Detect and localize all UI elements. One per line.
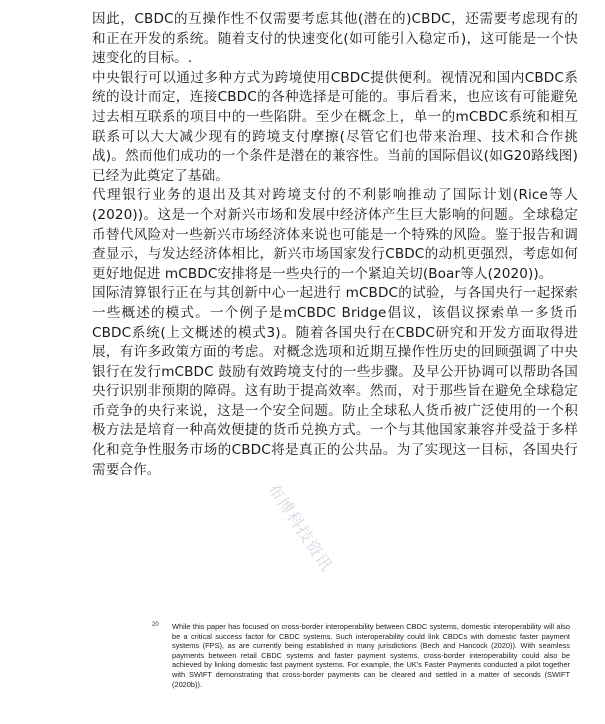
paragraph-interoperability: 因此，CBDC的互操作性不仅需要考虑其他(潜在的)CBDC，还需要考虑现有的和正在开发的系统。随着支付的快速变化(如可能引入稳定币)，这可能是一个快速变化的目标。. bbox=[92, 11, 578, 67]
footnote-number: 20 bbox=[152, 622, 159, 628]
footnote-text: While this paper has focused on cross-border interoperability between CBDC systems, domestic interoperability will also be a critical success factor for CBDC systems. Such interoperability could link CBDCs with domestic faster payment systems (FPS), as are currently being established in many jurisdictions (Bech and Hancock (2020)). With seamless payments between retail CBDC systems and faster payment systems, cross-border interoperability could also be achieved by linking domestic fast payment systems. For example, the UK's Faster Payments conducted a pilot together with SWIFT demonstrating that cross-border payments can be cleared and settled in a matter of seconds (SWIFT (2020b)). bbox=[172, 622, 570, 689]
body-text bbox=[92, 10, 578, 480]
watermark: 布博科技资讯 bbox=[263, 479, 337, 575]
paragraph-central-bank-options: 中央银行可以通过多种方式为跨境使用CBDC提供便利。视情况和国内CBDC系统的设计而定，连接CBDC的各种选择是可能的。事后看来，也应该有可能避免过去相互联系的项目中的一些陷阱。至少在概念上，单一的mCBDC系统和相互联系可以大大减少现有的跨境支付摩擦(尽管它们也带来治理、技术和合作挑战)。然而他们成功的一个条件是潜在的兼容性。当前的国际倡议(如G20路线图)已经为此奠定了基础。 bbox=[92, 69, 578, 184]
paragraph-correspondent-banking: 代理银行业务的退出及其对跨境支付的不利影响推动了国际计划(Rice等人(2020))。这是一个对新兴市场和发展中经济体产生巨大影响的问题。全球稳定币替代风险对一些新兴市场经济体来说也可能是一个特殊的风险。鉴于报告和调查显示，与发达经济体相比，新兴市场国家发行CBDC的动机更强烈，考虑如何更好地促进 mCBDC安排将是一些央行的一个紧迫关切(Boar等人(2020))。 bbox=[92, 187, 578, 282]
paragraph-bis-experiments: 国际清算银行正在与其创新中心一起进行 mCBDC的试验，与各国央行一起探索一些概述的模式。一个例子是mCBDC Bridge倡议，该倡议探索单一多货币CBDC系统(上文概述的模式3)。随着各国央行在CBDC研究和开发方面取得进展，有许多政策方面的考虑。对概念选项和近期互操作性历史的回顾强调了中央银行在发行mCBDC 鼓励有效跨境支付的一些步骤。及早公开协调可以帮助各国央行识别非预期的障碍。这有助于提高效率。然而，对于那些旨在避免全球稳定币竞争的央行来说，这是一个安全问题。防止全球私人货币被广泛使用的一个积极方法是培育一种高效便捷的货币兑换方式。一个与其他国家兼容并受益于多样化和竞争性服务市场的CBDC将是真正的公共品。为了实现这一目标，各国央行需要合作。 bbox=[92, 285, 578, 478]
